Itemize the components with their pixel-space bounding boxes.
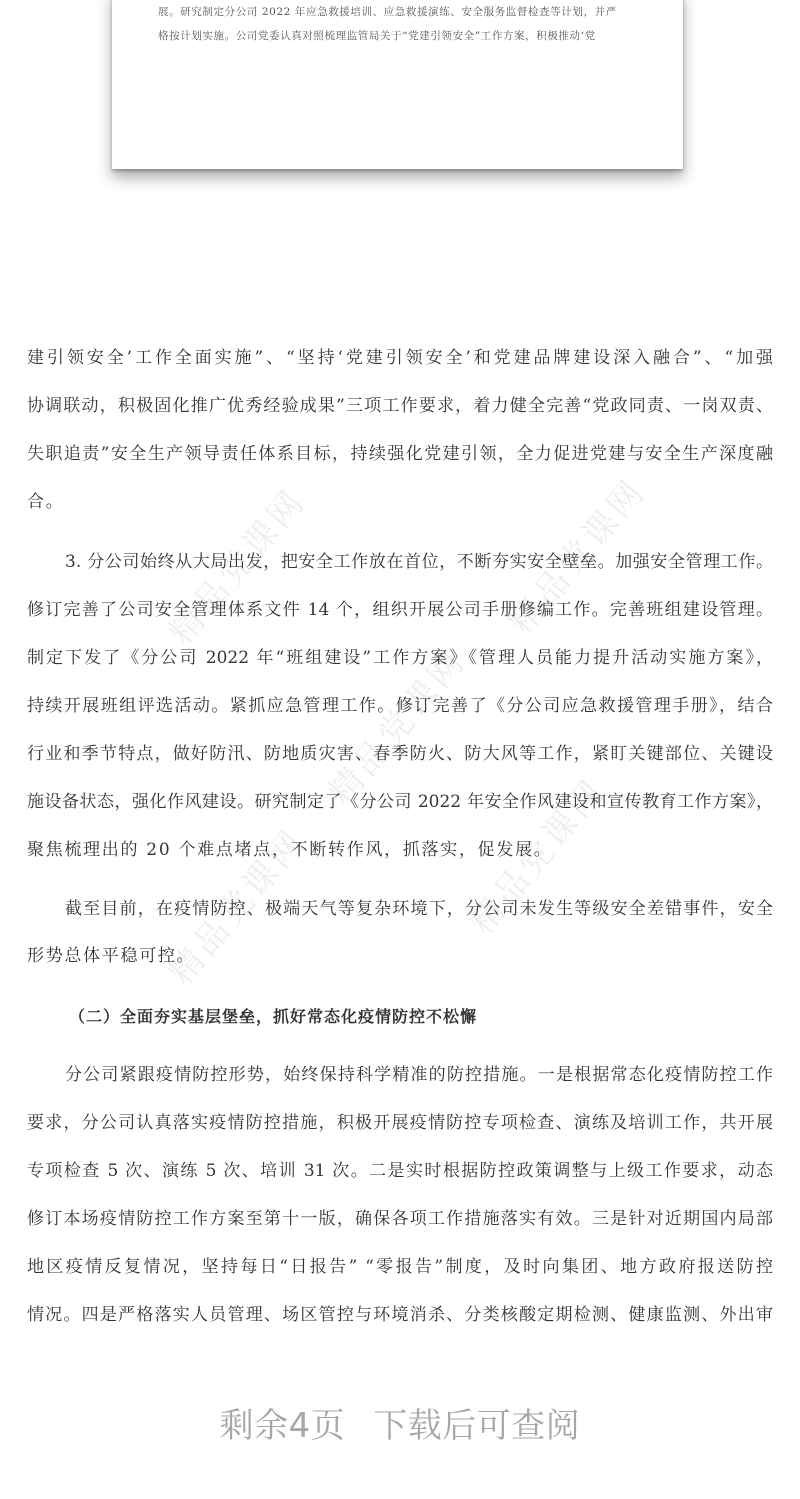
paragraph-line: 合。 <box>27 492 65 512</box>
paragraph-line: 地区疫情反复情况，坚持每日“日报告” “零报告”制度，及时向集团、地方政府报送防控 <box>27 1257 773 1277</box>
paragraph-line: 专项检查 5 次、演练 5 次、培训 31 次。二是实时根据防控政策调整与上级工作要求，动态 <box>27 1161 773 1181</box>
paragraph-line: 3. 分公司始终从大局出发，把安全工作放在首位，不断夯实安全壁垒。加强安全管理工作。 <box>65 552 773 572</box>
paragraph-line: 修订本场疫情防控工作方案至第十一版，确保各项工作措施落实有效。三是针对近期国内局部 <box>27 1209 773 1229</box>
paragraph-line: 情况。四是严格落实人员管理、场区管控与环境消杀、分类核酸定期检测、健康监测、外出审 <box>27 1305 773 1325</box>
watermark: 精品党课网 <box>161 821 315 993</box>
paragraph-line: 持续开展班组评选活动。紧抓应急管理工作。修订完善了《分公司应急救援管理手册》，结合 <box>27 696 773 716</box>
watermark: 精品党课网 <box>321 641 475 813</box>
paragraph-line: 要求，分公司认真落实疫情防控措施，积极开展疫情防控专项检查、演练及培训工作，共开展 <box>27 1113 773 1133</box>
paragraph-line: 分公司紧跟疫情防控形势，始终保持科学精准的防控措施。一是根据常态化疫情防控工作 <box>65 1065 773 1085</box>
paragraph-line: 修订完善了公司安全管理体系文件 14 个，组织开展公司手册修编工作。完善班组建设管理。 <box>27 600 773 620</box>
preview-line: 展。研究制定分公司 2022 年应急救援培训、应急救援演练、安全服务监督检查等计划，并严 <box>158 6 617 18</box>
remaining-pages-label: 剩余4页 <box>219 1406 346 1446</box>
paragraph-line: 制定下发了《分公司 2022 年“班组建设”工作方案》《管理人员能力提升活动实施方案》， <box>27 648 773 668</box>
paragraph-line: 建引领安全’工作全面实施”、“坚持‘党建引领安全’和党建品牌建设深入融合”、“加强 <box>27 348 773 368</box>
page-preview-card <box>112 0 683 169</box>
watermark: 精品党课网 <box>501 471 655 643</box>
paragraph-line: 行业和季节特点，做好防汛、防地质灾害、春季防火、防大风等工作，紧盯关键部位、关键设 <box>27 744 773 764</box>
paragraph-line: 聚焦梳理出的 20 个难点堵点，不断转作风，抓落实，促发展。 <box>27 840 553 860</box>
paragraph-line: 截至目前，在疫情防控、极端天气等复杂环境下，分公司未发生等级安全差错事件，安全 <box>65 899 773 919</box>
download-hint-label: 下载后可查阅 <box>373 1406 581 1446</box>
section-heading: （二）全面夯实基层堡垒，抓好常态化疫情防控不松懈 <box>69 1007 478 1026</box>
remaining-pages-prompt[interactable] <box>0 1398 800 1447</box>
paragraph-line: 形势总体平稳可控。 <box>27 946 196 966</box>
preview-line: 格按计划实施。公司党委认真对照梳理监管局关于“党建引领安全”工作方案，积极推动‘党 <box>158 30 596 42</box>
paragraph-line: 失职追责”安全生产领导责任体系目标，持续强化党建引领，全力促进党建与安全生产深度融 <box>27 444 773 464</box>
watermark: 精品党课网 <box>161 481 315 653</box>
paragraph-line: 施设备状态，强化作风建设。研究制定了《分公司 2022 年安全作风建设和宣传教育工作方案》， <box>27 792 773 812</box>
paragraph-line: 协调联动，积极固化推广优秀经验成果”三项工作要求，着力健全完善“党政同责、一岗双责、 <box>27 396 773 416</box>
watermark: 精品党课网 <box>461 771 615 943</box>
